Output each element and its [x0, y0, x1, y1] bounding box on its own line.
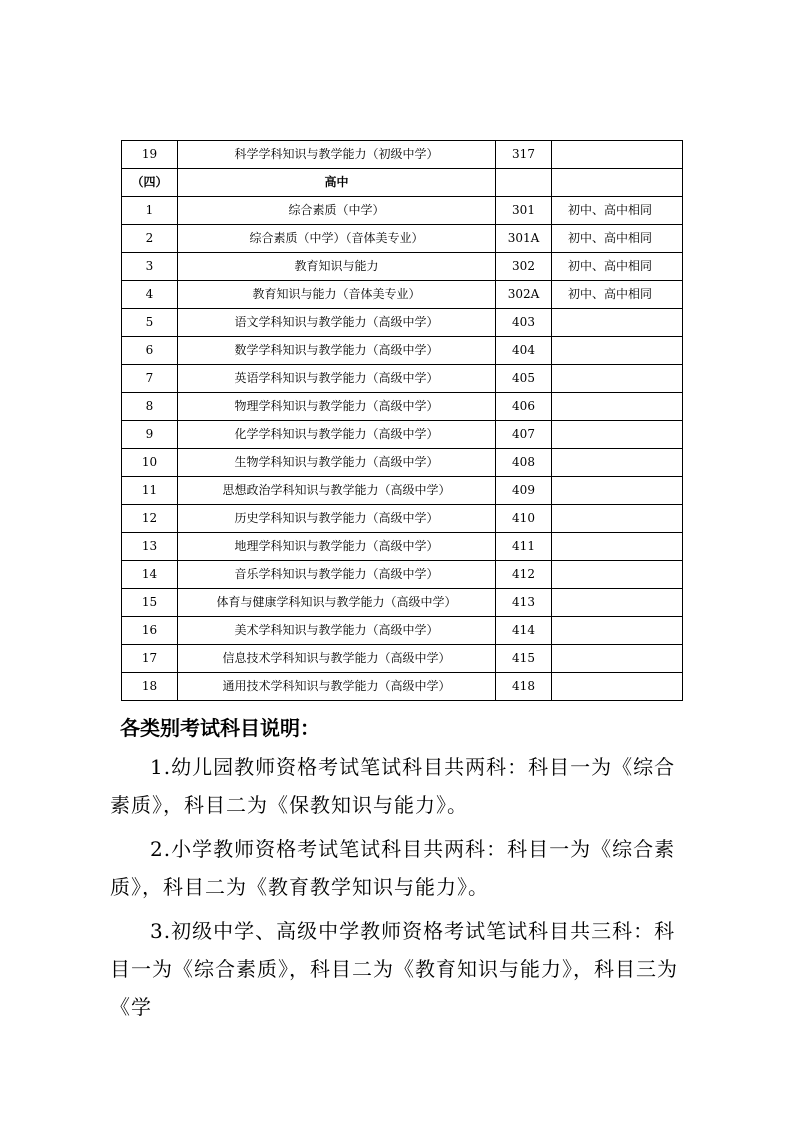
- cell-number: 18: [122, 673, 178, 701]
- cell-number: 2: [122, 225, 178, 253]
- cell-number: 12: [122, 505, 178, 533]
- cell-subject: 化学学科知识与教学能力（高级中学）: [178, 421, 496, 449]
- table-row: [122, 533, 683, 561]
- cell-subject: 信息技术学科知识与教学能力（高级中学）: [178, 645, 496, 673]
- cell-note: [552, 589, 683, 617]
- cell-code: 414: [496, 617, 552, 645]
- cell-subject: 综合素质（中学）: [178, 197, 496, 225]
- cell-code: 301: [496, 197, 552, 225]
- cell-code: 404: [496, 337, 552, 365]
- cell-note: [552, 449, 683, 477]
- cell-number: 13: [122, 533, 178, 561]
- table-row: [122, 337, 683, 365]
- cell-note: [552, 673, 683, 701]
- cell-number: 4: [122, 281, 178, 309]
- cell-code: 302A: [496, 281, 552, 309]
- table-row: [122, 561, 683, 589]
- cell-code: 301A: [496, 225, 552, 253]
- table-row: [122, 477, 683, 505]
- cell-number: 1: [122, 197, 178, 225]
- cell-note: [552, 421, 683, 449]
- notes-heading: 各类别考试科目说明：: [120, 716, 320, 740]
- table-row: [122, 393, 683, 421]
- table-row: [122, 225, 683, 253]
- cell-subject: 综合素质（中学）（音体美专业）: [178, 225, 496, 253]
- table-row: [122, 673, 683, 701]
- cell-note: [552, 169, 683, 197]
- cell-number: 3: [122, 253, 178, 281]
- cell-note: [552, 337, 683, 365]
- cell-note: [552, 645, 683, 673]
- cell-subject: 音乐学科知识与教学能力（高级中学）: [178, 561, 496, 589]
- cell-note: [552, 365, 683, 393]
- cell-number: 14: [122, 561, 178, 589]
- cell-subject: 科学学科知识与教学能力（初级中学）: [178, 141, 496, 169]
- cell-number: 16: [122, 617, 178, 645]
- table-row: [122, 589, 683, 617]
- cell-note: [552, 309, 683, 337]
- cell-code: 407: [496, 421, 552, 449]
- cell-code: 415: [496, 645, 552, 673]
- cell-note: [552, 477, 683, 505]
- table-row: [122, 309, 683, 337]
- table-row: [122, 141, 683, 169]
- cell-number: （四）: [122, 169, 178, 197]
- table-row: [122, 365, 683, 393]
- cell-code: 413: [496, 589, 552, 617]
- cell-subject: 高中: [178, 169, 496, 197]
- note-paragraph-1: 1.幼儿园教师资格考试笔试科目共两科：科目一为《综合素质》，科目二为《保教知识与能力》。: [110, 755, 676, 817]
- cell-note: 初中、高中相同: [552, 253, 683, 281]
- cell-subject: 通用技术学科知识与教学能力（高级中学）: [178, 673, 496, 701]
- cell-subject: 历史学科知识与教学能力（高级中学）: [178, 505, 496, 533]
- cell-code: 418: [496, 673, 552, 701]
- table-row: [122, 449, 683, 477]
- cell-code: 408: [496, 449, 552, 477]
- cell-code: 302: [496, 253, 552, 281]
- cell-subject: 数学学科知识与教学能力（高级中学）: [178, 337, 496, 365]
- cell-note: 初中、高中相同: [552, 225, 683, 253]
- cell-subject: 思想政治学科知识与教学能力（高级中学）: [178, 477, 496, 505]
- cell-subject: 教育知识与能力（音体美专业）: [178, 281, 496, 309]
- cell-number: 5: [122, 309, 178, 337]
- cell-note: [552, 141, 683, 169]
- cell-number: 6: [122, 337, 178, 365]
- exam-notes-section: [110, 712, 695, 1032]
- cell-number: 7: [122, 365, 178, 393]
- table-row: [122, 253, 683, 281]
- cell-code: 412: [496, 561, 552, 589]
- cell-note: 初中、高中相同: [552, 281, 683, 309]
- cell-code: 405: [496, 365, 552, 393]
- cell-number: 15: [122, 589, 178, 617]
- cell-subject: 体育与健康学科知识与教学能力（高级中学）: [178, 589, 496, 617]
- cell-subject: 美术学科知识与教学能力（高级中学）: [178, 617, 496, 645]
- cell-note: [552, 505, 683, 533]
- table-row: [122, 421, 683, 449]
- cell-note: [552, 617, 683, 645]
- cell-code: 411: [496, 533, 552, 561]
- cell-number: 11: [122, 477, 178, 505]
- cell-code: 406: [496, 393, 552, 421]
- note-paragraph-3: 3.初级中学、高级中学教师资格考试笔试科目共三科：科目一为《综合素质》，科目二为《教育知识与能力》，科目三为《学: [110, 919, 678, 1019]
- note-paragraph-2: 2.小学教师资格考试笔试科目共两科：科目一为《综合素质》，科目二为《教育教学知识与能力》。: [110, 837, 676, 899]
- cell-code: 409: [496, 477, 552, 505]
- table-row: [122, 617, 683, 645]
- cell-note: 初中、高中相同: [552, 197, 683, 225]
- table-body: [122, 141, 683, 701]
- cell-subject: 地理学科知识与教学能力（高级中学）: [178, 533, 496, 561]
- cell-note: [552, 533, 683, 561]
- exam-subjects-table: [121, 140, 683, 701]
- cell-number: 17: [122, 645, 178, 673]
- cell-number: 9: [122, 421, 178, 449]
- cell-code: 317: [496, 141, 552, 169]
- cell-code: [496, 169, 552, 197]
- table-row: [122, 505, 683, 533]
- cell-subject: 教育知识与能力: [178, 253, 496, 281]
- cell-number: 10: [122, 449, 178, 477]
- cell-code: 403: [496, 309, 552, 337]
- cell-note: [552, 561, 683, 589]
- cell-number: 19: [122, 141, 178, 169]
- cell-subject: 语文学科知识与教学能力（高级中学）: [178, 309, 496, 337]
- cell-subject: 生物学科知识与教学能力（高级中学）: [178, 449, 496, 477]
- cell-subject: 英语学科知识与教学能力（高级中学）: [178, 365, 496, 393]
- table-section-row: [122, 169, 683, 197]
- table-row: [122, 645, 683, 673]
- cell-code: 410: [496, 505, 552, 533]
- cell-note: [552, 393, 683, 421]
- cell-subject: 物理学科知识与教学能力（高级中学）: [178, 393, 496, 421]
- table-row: [122, 197, 683, 225]
- table-row: [122, 281, 683, 309]
- cell-number: 8: [122, 393, 178, 421]
